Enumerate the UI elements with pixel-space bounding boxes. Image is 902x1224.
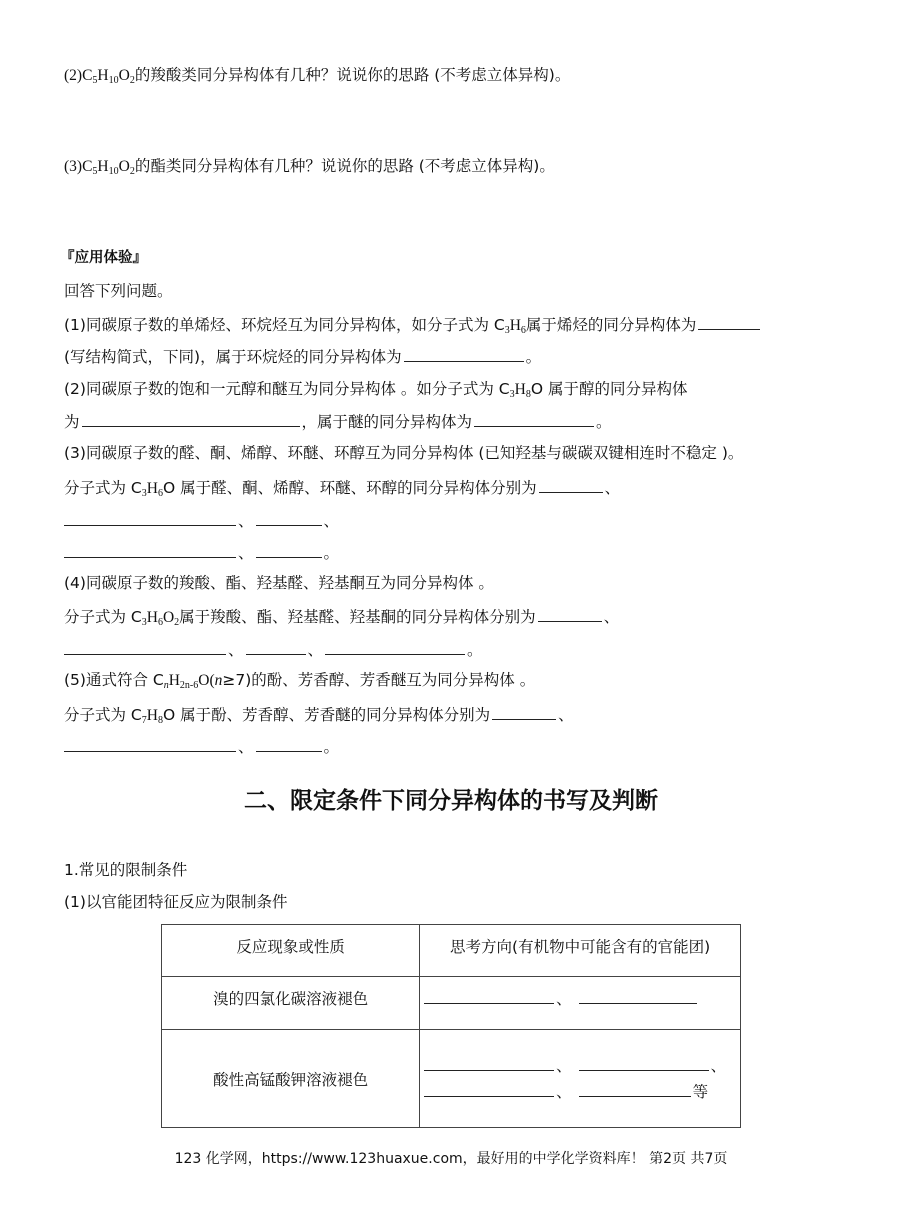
answer-blank[interactable]	[579, 987, 697, 1004]
condition-table	[161, 924, 741, 1128]
question-3: $(3)C_5H_{10}O_2$的酯类同分异构体有几种？说说你的思路 (不考虑立体异构)。	[64, 157, 555, 177]
answer-blank[interactable]	[424, 1054, 554, 1071]
answer-blank[interactable]	[246, 638, 306, 655]
answer-blank[interactable]	[82, 410, 300, 427]
section-heading: 二、限定条件下同分异构体的书写及判断	[244, 788, 658, 814]
table-cell: 、 、 、 等	[420, 1030, 741, 1128]
part-4-line-2: 分子式为 $C_3H_6O_2$属于羧酸、酯、羟基醛、羟基酮的同分异构体分别为 、	[64, 605, 619, 629]
answer-blank[interactable]	[698, 313, 760, 330]
part-5-line-1: (5)通式符合 $C_nH_{2n-6}O(n\ge 7)$的酚、芳香醇、芳香醚互为同分异构体 。	[64, 671, 536, 691]
part-4-line-1: (4)同碳原子数的羧酸、酯、羟基醛、羟基酮互为同分异构体 。	[64, 574, 494, 592]
table-cell: 、	[420, 977, 741, 1030]
question-2: $(2)C_5H_{10}O_2$的羧酸类同分异构体有几种？说说你的思路 (不考虑立体异构)。	[64, 66, 571, 86]
answer-blank[interactable]	[539, 476, 603, 493]
table-header-row	[162, 925, 741, 977]
answer-blank[interactable]	[424, 1080, 554, 1097]
part-1-line-2: (写结构简式，下同)，属于环烷烃的同分异构体为 。	[64, 345, 541, 368]
table-header-cell: 反应现象或性质	[162, 925, 420, 977]
answer-blank[interactable]	[64, 638, 226, 655]
answer-blank[interactable]	[424, 987, 554, 1004]
part-3-line-1: (3)同碳原子数的醛、酮、烯醇、环醚、环醇互为同分异构体 (已知羟基与碳碳双键相连时不稳定 )。	[64, 444, 744, 462]
answer-blank[interactable]	[579, 1054, 709, 1071]
part-3-line-3: 、 、	[64, 509, 339, 532]
answer-blank[interactable]	[256, 541, 322, 558]
table-cell: 溴的四氯化碳溶液褪色	[162, 977, 420, 1030]
answer-blank[interactable]	[325, 638, 465, 655]
intro-text: 回答下列问题。	[64, 282, 173, 300]
part-2-line-1: (2)同碳原子数的饱和一元醇和醚互为同分异构体 。如分子式为 $C_3H_8O$ 属于醇的同分异构体	[64, 380, 688, 400]
answer-blank[interactable]	[474, 410, 594, 427]
section-label: 『应用体验』	[60, 250, 147, 266]
part-5-line-2: 分子式为 $C_7H_8O$ 属于酚、芳香醇、芳香醚的同分异构体分别为 、	[64, 703, 574, 727]
subheading-1: 1.常见的限制条件	[64, 861, 188, 879]
answer-blank[interactable]	[64, 735, 236, 752]
answer-blank[interactable]	[64, 509, 236, 526]
answer-blank[interactable]	[538, 605, 602, 622]
answer-blank[interactable]	[256, 735, 322, 752]
answer-blank[interactable]	[579, 1080, 691, 1097]
part-3-line-2: 分子式为 $C_3H_6O$ 属于醛、酮、烯醇、环醚、环醇的同分异构体分别为 、	[64, 476, 620, 500]
part-2-line-2: 为 ，属于醚的同分异构体为 。	[64, 410, 612, 433]
table-row	[162, 977, 741, 1030]
part-4-line-3: 、 、 。	[64, 638, 483, 661]
part-3-line-4: 、 。	[64, 541, 339, 564]
part-1-line-1: (1)同碳原子数的单烯烃、环烷烃互为同分异构体，如分子式为 $C_3H_6$属于烯烃的同分异构体为	[64, 313, 762, 337]
answer-blank[interactable]	[404, 345, 524, 362]
subheading-2: (1)以官能团特征反应为限制条件	[64, 893, 288, 911]
answer-blank[interactable]	[492, 703, 556, 720]
table-cell: 酸性高锰酸钾溶液褪色	[162, 1030, 420, 1128]
table-row	[162, 1030, 741, 1128]
table-header-cell: 思考方向(有机物中可能含有的官能团)	[420, 925, 741, 977]
page-footer: 123 化学网，https://www.123huaxue.com，最好用的中学化学资料库！ 第2页 共7页	[174, 1151, 728, 1167]
answer-blank[interactable]	[64, 541, 236, 558]
part-5-line-3: 、 。	[64, 735, 339, 758]
answer-blank[interactable]	[256, 509, 322, 526]
